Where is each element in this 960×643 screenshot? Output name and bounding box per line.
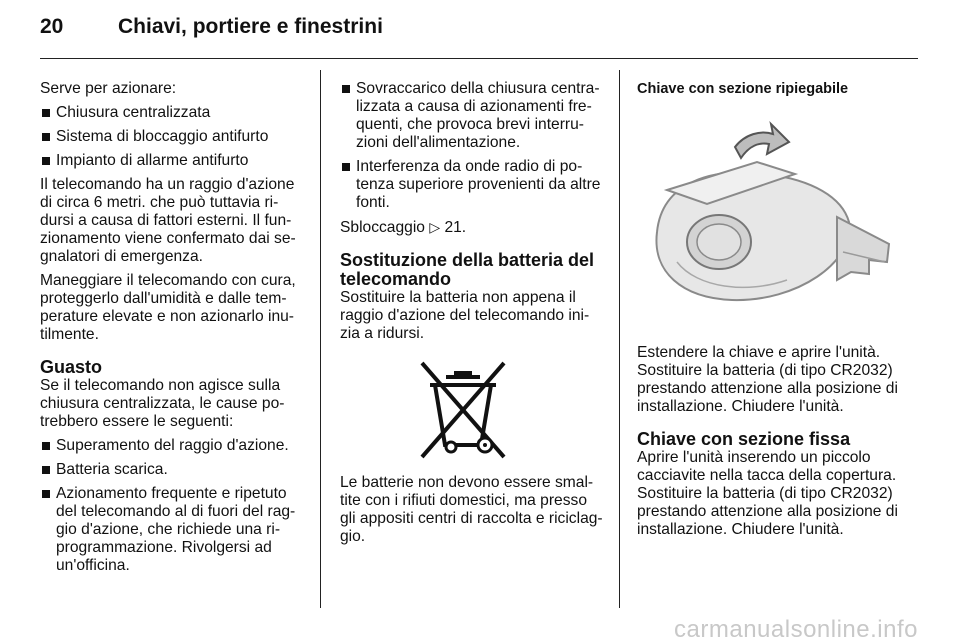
page-number: 20 — [40, 15, 64, 38]
list-item: Sistema di bloccaggio antifurto — [40, 128, 305, 146]
list-item: Impianto di allarme antifurto — [40, 152, 305, 170]
bullet-icon — [42, 133, 50, 141]
fault-paragraph: Se il telecomando non agisce sulla chiusura centralizzata, le cause po-trebbero essere le seguenti: — [40, 377, 285, 430]
list-item: Azionamento frequente e ripetuto del telecomando al di fuori del rag-gio d'azione, che richiede una ri-programmazione. Rivolgersi ad un'officina. — [40, 485, 305, 575]
range-paragraph: Il telecomando ha un raggio d'azione di circa 6 metri. che può tuttavia ri-dursi a causa di fattori esterni. Il fun-zionamento viene confermato dai se-gnalatori di emergenza. — [40, 176, 296, 265]
list-item: Chiusura centralizzata — [40, 104, 305, 122]
bullet-icon — [342, 163, 350, 171]
list-item: Interferenza da onde radio di po-tenza superiore provenienti da altre fonti. — [340, 158, 605, 212]
crossed-out-bin-icon — [418, 359, 508, 461]
key-battery-illustration — [637, 112, 899, 327]
bullet-icon — [42, 490, 50, 498]
page-title: Chiavi, portiere e finestrini — [118, 15, 383, 38]
page-reference-arrow-icon: ▷ — [429, 219, 441, 235]
list-item: Sovraccarico della chiusura centra-lizzata a causa di azionamenti fre-quenti, che provoca brevi interru-zioni dell'alimentazione. — [340, 80, 605, 152]
fixed-key-paragraph: Aprire l'unità inserendo un piccolo cacciavite nella tacca della copertura. Sostituire la batteria (di tipo CR2032) prestando attenzione alla posizione di installazione. Chiudere l'unità. — [637, 449, 898, 538]
bullet-icon — [42, 466, 50, 474]
fixed-key-heading: Chiave con sezione fissa — [637, 429, 851, 449]
watermark: carmanualsonline.info — [674, 616, 918, 643]
header-divider — [40, 58, 918, 59]
column-divider-1 — [320, 70, 321, 608]
bullet-icon — [42, 109, 50, 117]
battery-heading: Sostituzione della batteria del telecomando — [340, 250, 595, 289]
list-item: Batteria scarica. — [40, 461, 305, 479]
fault-heading: Guasto — [40, 357, 103, 377]
bullet-icon — [342, 85, 350, 93]
folding-key-paragraph: Estendere la chiave e aprire l'unità. Sostituire la batteria (di tipo CR2032) prestando attenzione alla posizione di installazione. Chiudere l'unità. — [637, 344, 898, 415]
bullet-icon — [42, 442, 50, 450]
care-paragraph: Maneggiare il telecomando con cura, proteggerlo dall'umidità e dalle tem-perature elevate e non azionarlo inu-tilmente. — [40, 272, 296, 343]
list-item: Superamento del raggio d'azione. — [40, 437, 305, 455]
column-1 — [40, 80, 305, 581]
page-header — [40, 15, 383, 48]
battery-paragraph: Sostituire la batteria non appena il raggio d'azione del telecomando ini-zia a ridursi. — [340, 289, 590, 342]
unlock-reference[interactable]: Sbloccaggio ▷ 21. — [340, 219, 467, 236]
folding-key-label: Chiave con sezione ripiegabile — [637, 81, 849, 97]
column-2 — [340, 80, 605, 552]
column-divider-2 — [619, 70, 620, 608]
column-3 — [637, 80, 907, 545]
intro-text: Serve per azionare: — [40, 80, 177, 97]
bullet-icon — [42, 157, 50, 165]
disposal-paragraph: Le batterie non devono essere smal-tite con i rifiuti domestici, ma presso gli appositi centri di raccolta e riciclag-gio. — [340, 474, 603, 545]
